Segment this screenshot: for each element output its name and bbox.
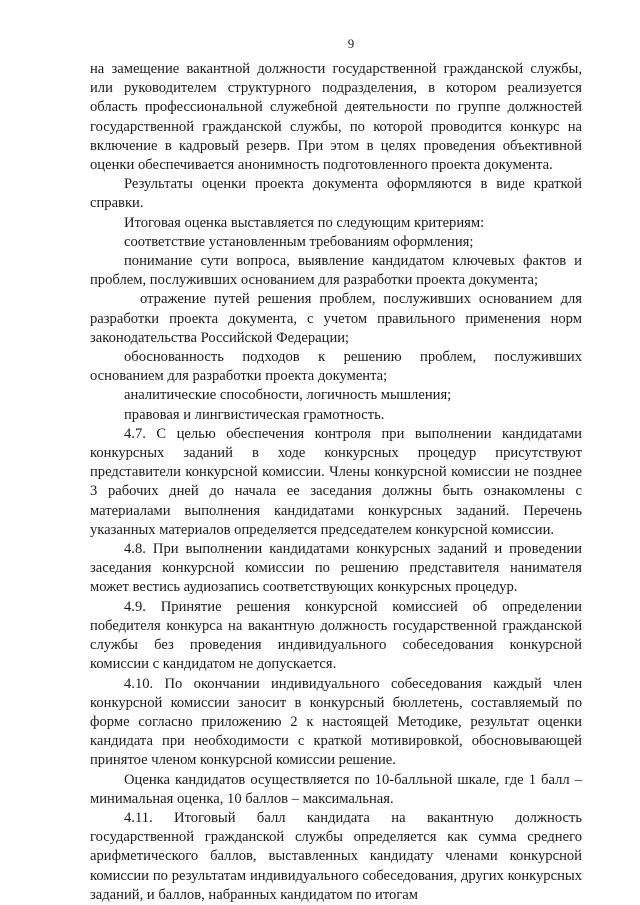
criterion-justification: обоснованность подходов к решению проблем, послуживших основанием для разработки проекта документа; <box>90 349 582 385</box>
criterion-analytics: аналитические способности, логичность мышления; <box>124 387 452 404</box>
paragraph-criteria-intro: Итоговая оценка выставляется по следующим критериям: <box>124 214 485 231</box>
clause-4-7: 4.7. С целью обеспечения контроля при выполнении кандидатами конкурсных заданий в ходе конкурсных процедур присутствуют представители конкурсной комиссии. Члены конкурсной комиссии не позднее 3 рабочих дней до начала ее заседания должны быть ознакомлены с материалами выполнения кандидатами конкурсных заданий. Перечень указанных материалов определяется председателем конкурсной комиссии. <box>90 425 582 538</box>
page-number: 9 <box>347 36 355 51</box>
paragraph-continuation: на замещение вакантной должности государственной гражданской службы, или руководителем структурного подразделения, в котором реализуется область профессиональной служебной деятельности по группе должностей государственной гражданской службы, по которой проводится конкурс на включение в кадровый резерв. При этом в целях проведения объективной оценки обеспечивается анонимность подготовленного проекта документа. <box>90 61 582 174</box>
criterion-solutions: отражение путей решения проблем, послуживших основанием для разработки проекта документа, с учетом правильного применения норм законодательства Российской Федерации; <box>90 291 582 346</box>
paragraph-assessment-results: Результаты оценки проекта документа оформляются в виде краткой справки. <box>90 176 582 212</box>
criterion-literacy: правовая и лингвистическая грамотность. <box>124 406 385 423</box>
clause-4-10: 4.10. По окончании индивидуального собеседования каждый член конкурсной комиссии заносит в конкурсный бюллетень, составляемый по форме согласно приложению 2 к настоящей Методике, результат оценки кандидата при необходимости с краткой мотивировкой, обосновывающей принятое членом конкурсной комиссии решение. <box>90 675 582 769</box>
clause-4-11: 4.11. Итоговый балл кандидата на вакантную должность государственной гражданской службы определяется как сумма среднего арифметического баллов, выставленных кандидату членами конкурсной комиссии по результатам индивидуального собеседования, других конкурсных заданий, и баллов, набранных кандидатом по итогам <box>90 809 582 903</box>
paragraph-scoring-scale: Оценка кандидатов осуществляется по 10-балльной шкале, где 1 балл – минимальная оценка, 10 баллов – максимальная. <box>90 771 582 807</box>
criterion-understanding: понимание сути вопроса, выявление кандидатом ключевых фактов и проблем, послуживших основанием для разработки проекта документа; <box>90 253 582 289</box>
clause-4-9: 4.9. Принятие решения конкурсной комиссией об определении победителя конкурса на вакантную должность государственной гражданской службы без проведения индивидуального собеседования конкурсной комиссии с кандидатом не допускается. <box>90 598 582 673</box>
criterion-formatting: соответствие установленным требованиям оформления; <box>124 233 474 250</box>
document-body <box>90 60 582 905</box>
clause-4-8: 4.8. При выполнении кандидатами конкурсных заданий и проведении заседания конкурсной комиссии по решению представителя нанимателя может вестись аудиозапись соответствующих конкурсных процедур. <box>90 541 582 596</box>
